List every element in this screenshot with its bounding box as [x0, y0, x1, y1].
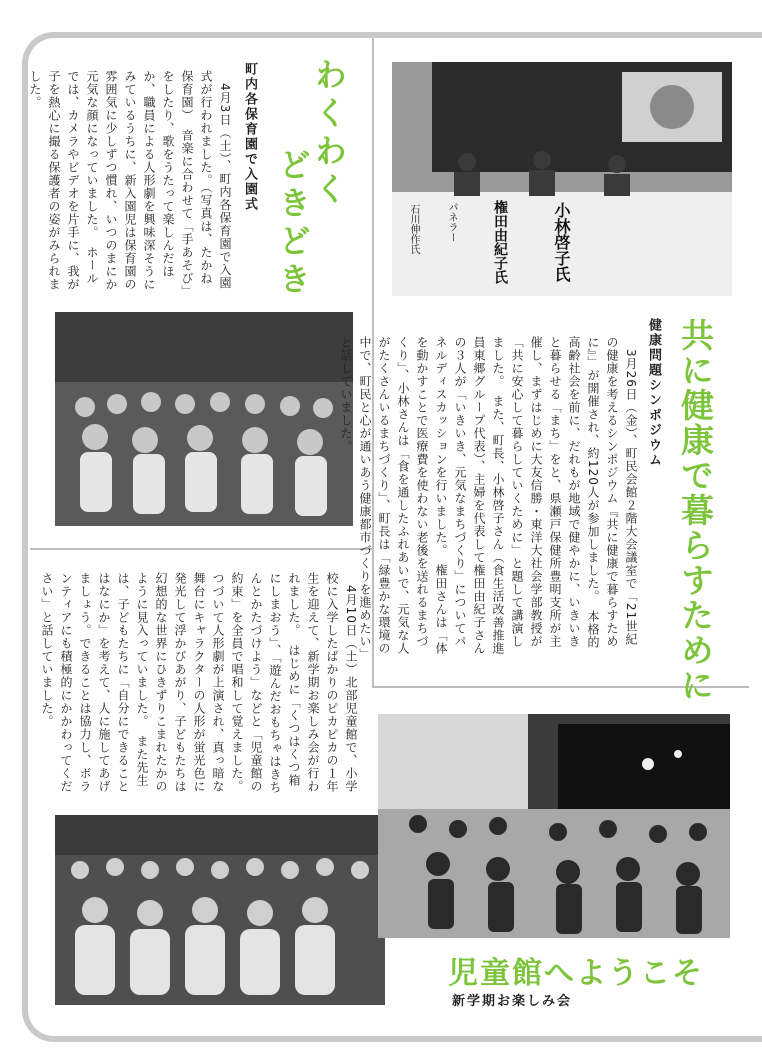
symposium-subtitle: 健康問題シンポジウム: [646, 318, 661, 468]
placard-ishikawa: 石川伸作氏: [408, 204, 419, 254]
nursery-subtitle: 町内各保育園で入園式: [242, 62, 257, 212]
nursery-ceremony-photo: [55, 312, 353, 526]
nursery-body: 4月3日（土）、町内各保育園で入園式が行われました。（写真は、たかね保育園） 音楽に合わせて「手あそび」をしたり、歌をうたって楽しんだほか、職員による人形劇を興味深そうにみているうちに、新入園児は保育園の雰囲気に少しずつ慣れ、いつのまにか元気な顔になっていました。 ホールでは、カメラやビデオを片手に、我が子を熱心に撮る保護者の姿がみられました。: [28, 70, 232, 292]
placard-group: [392, 62, 732, 296]
placard-kobayashi: 小林啓子氏: [552, 202, 571, 282]
placard-gonda: 権田由紀子氏: [492, 200, 508, 284]
children-hall-title: 児童館へようこそ: [448, 956, 704, 991]
symposium-panel-photo: [392, 62, 732, 296]
placard-panelist: パネラー: [446, 202, 457, 242]
children-hall-subtitle: 新学期お楽しみ会: [452, 994, 573, 1009]
symposium-title: 共に健康で暮らすために: [676, 318, 715, 703]
nursery-title-line1: わくわく: [310, 58, 348, 210]
children-audience-photo: [55, 815, 385, 1005]
symposium-body: 3月26日（金）、町民会館２階大会議室で「21世紀の健康を考えるシンポジウム『共に健康で暮らすために』」が開催され、約120人が参加しました。 本格的高齢社会を前に、だれもが地域で健やかに、いきいきと暮らせる「まち」をと、県瀬戸保健所豊明支所が主催し、まずはじめに大友信勝・東洋大社会学部教授が「共に安心して暮らしていくために」と題して講演しました。 また、町長、小林啓子さん（食生活改善推進員東郷グループ代表）、主婦を代表して権田由紀子さんの３人が「いきいき、元気なまちづくり」についてパネルディスカッションを行いました。 権田さんは「体を動かすことで医療費を使わない老後を送れるまちづくり」、小林さんは「食を通したふれあいで、元気な人がたくさんいるまちづくり」、町長は「緑豊かな環境の中で、町民と心が通いあう健康都市づくりを進めたい」と話していました。: [339, 336, 638, 655]
puppet-show-photo: [378, 714, 730, 938]
children-hall-body: 4月10日（土）北部児童館で、小学校に入学したばかりのピカピカの１年生を迎えて、新学期お楽しみ会が行われました。 はじめに「くつはくつ箱にしまおう」、「遊んだおもちゃはきちんとかたづけよう」などと「児童館の約束」を全員で唱和して覚えました。 つづいて人形劇が上演され、真っ暗な舞台にキャラクターの人形が蛍光色に発光して浮かびあがり、子どもたちは幻想的な世界にひきずりこまれたかのように見入っていました。 また先生は、子どもたちに「自分にできることはなにか」を考えて、人に施してあげましょう。できることは協力し、ボランティアにも積極的にかかわってください」と話していました。: [40, 572, 358, 800]
horizontal-divider-left: [30, 548, 374, 550]
nursery-title-line2: どきどき: [274, 148, 312, 300]
